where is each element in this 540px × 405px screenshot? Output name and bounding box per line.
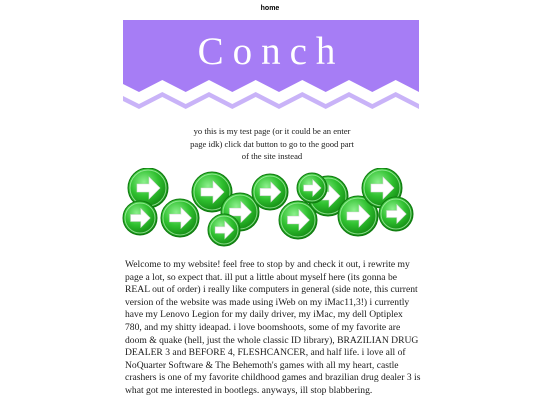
enter-site-button[interactable] <box>120 168 420 250</box>
green-arrow-icon[interactable] <box>208 214 240 246</box>
site-title: Conch <box>197 30 345 73</box>
green-arrow-icon[interactable] <box>297 173 327 203</box>
green-arrow-icon[interactable] <box>252 174 288 210</box>
green-arrow-icon[interactable] <box>161 199 199 237</box>
green-arrow-cluster <box>120 168 420 250</box>
green-arrow-icon[interactable] <box>379 197 413 231</box>
nav-home-link[interactable]: home <box>260 5 280 12</box>
intro-text: yo this is my test page (or it could be an enter page idk) click dat button to go to the good part of the site instead <box>190 126 354 161</box>
green-arrow-icon[interactable] <box>123 201 157 235</box>
banner-wave-stripe <box>123 92 419 109</box>
about-text: Welcome to my website! feel free to stop by and check it out, i rewrite my page a lot, so expect that. ill put a little about myself here (its gonna be REAL out of order) i really like computers in general (side note, this current version of the website was made using iWeb on my iMac11,3!) i currently have my Lenovo Legion for my daily driver, my iMac, my dell Optiplex 780, and my shitty ideapad. i love boomshoots, some of my favorite are doom & quake (hell, just the whole classic ID library), BRAZILIAN DRUG DEALER 3 and BEFORE 4, FLESHCANCER, and half life. i love all of NoQuarter Software & The Behemoth's games with all my heart, castle crashers is one of my favorite childhood games and brazilian drug dealer 3 is what got me interested in bootlegs. anyways, ill stop blabbering. <box>125 259 421 396</box>
